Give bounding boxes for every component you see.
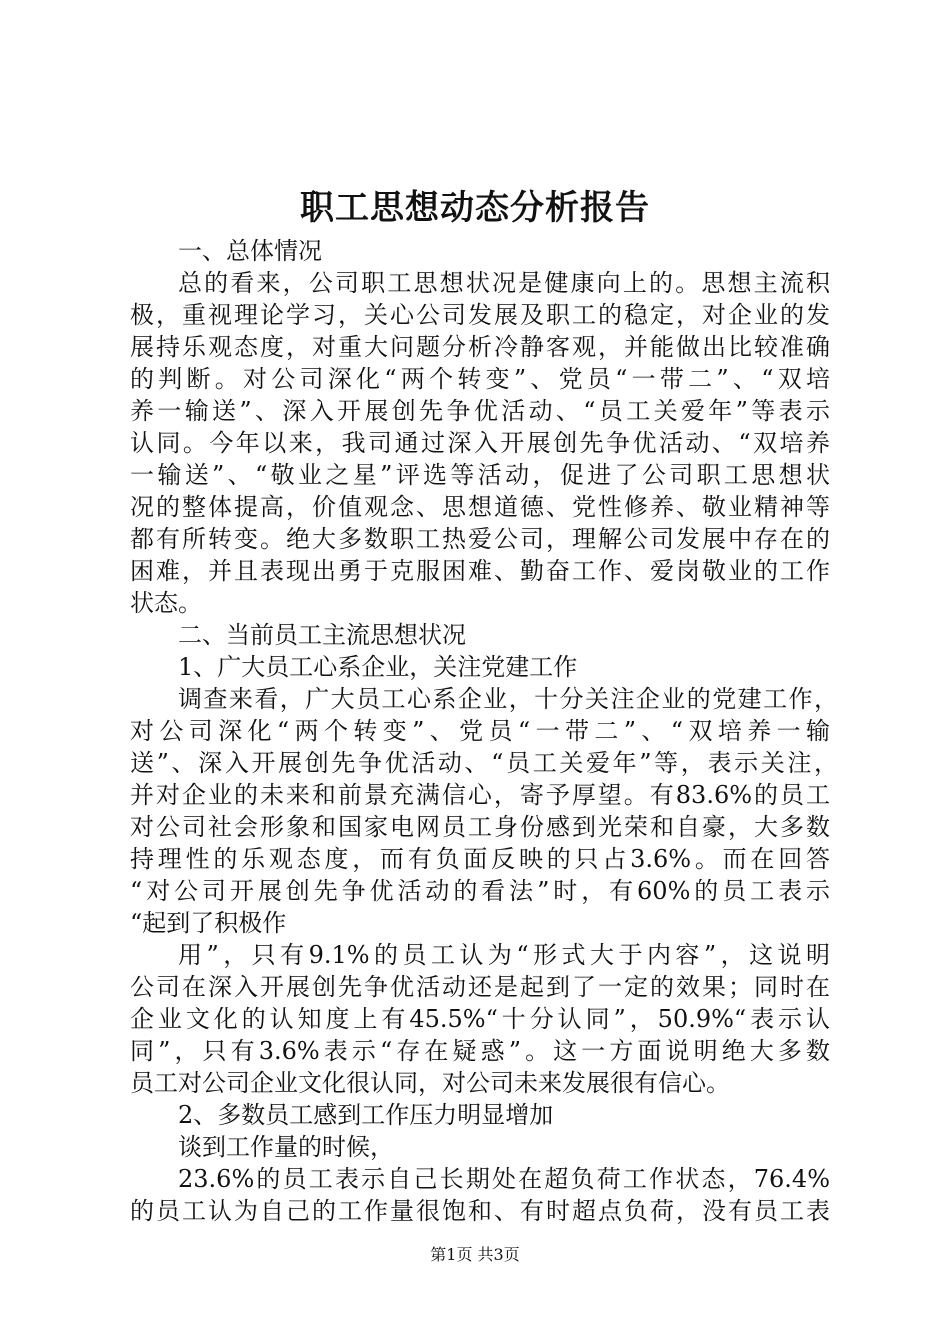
document-title: 职工思想动态分析报告 (300, 188, 650, 228)
paragraph-line: 调查来看，广大员工心系企业，十分关注企业的党建工作， (178, 685, 838, 713)
paragraph-line: 对公司社会形象和国家电网员工身份感到光荣和自豪，大多数 (130, 813, 830, 841)
section-heading: 一、总体情况 (178, 237, 322, 265)
paragraph-line: 员工对公司企业文化很认同，对公司未来发展很有信心。 (130, 1069, 730, 1097)
paragraph-line: 况的整体提高，价值观念、思想道德、党性修养、敬业精神等 (130, 493, 830, 521)
paragraph-line: “对公司开展创先争优活动的看法”时，有60%的员工表示 (130, 877, 830, 905)
paragraph-line: “起到了积极作 (130, 909, 287, 937)
paragraph-line: 23.6%的员工表示自己长期处在超负荷工作状态，76.4% (178, 1165, 830, 1193)
paragraph-line: 的判断。对公司深化“两个转变”、党员“一带二”、“双培 (130, 365, 830, 393)
paragraph-line: 困难，并且表现出勇于克服困难、勤奋工作、爱岗敬业的工作 (130, 557, 830, 585)
paragraph-line: 都有所转变。绝大多数职工热爱公司，理解公司发展中存在的 (130, 525, 830, 553)
paragraph-line: 谈到工作量的时候， (178, 1133, 394, 1161)
paragraph-line: 企业文化的认知度上有45.5%“十分认同”，50.9%“表示认 (130, 1005, 830, 1033)
subsection-heading: 1、广大员工心系企业，关注党建工作 (178, 653, 578, 681)
paragraph-line: 极，重视理论学习，关心公司发展及职工的稳定，对企业的发 (130, 301, 830, 329)
paragraph-line: 的员工认为自己的工作量很饱和、有时超点负荷，没有员工表 (130, 1197, 830, 1225)
paragraph-line: 展持乐观态度，对重大问题分析冷静客观，并能做出比较准确 (130, 333, 830, 361)
paragraph-line: 同”，只有3.6%表示“存在疑惑”。这一方面说明绝大多数 (130, 1037, 830, 1065)
paragraph-line: 状态。 (130, 589, 202, 617)
subsection-heading: 2、多数员工感到工作压力明显增加 (178, 1101, 554, 1129)
paragraph-line: 认同。今年以来，我司通过深入开展创先争优活动、“双培养 (130, 429, 830, 457)
paragraph-line: 持理性的乐观态度，而有负面反映的只占3.6%。而在回答 (130, 845, 830, 873)
paragraph-line: 对公司深化“两个转变”、党员“一带二”、“双培养一输 (130, 717, 830, 745)
paragraph-line: 公司在深入开展创先争优活动还是起到了一定的效果；同时在 (130, 973, 830, 1001)
paragraph-line: 养一输送”、深入开展创先争优活动、“员工关爱年”等表示 (130, 397, 830, 425)
paragraph-line: 一输送”、“敬业之星”评选等活动，促进了公司职工思想状 (130, 461, 830, 489)
page-number-footer: 第1页 共3页 (430, 1245, 520, 1264)
paragraph-line: 用”，只有9.1%的员工认为“形式大于内容”，这说明 (178, 941, 830, 969)
paragraph-line: 总的看来，公司职工思想状况是健康向上的。思想主流积 (178, 269, 830, 297)
paragraph-line: 送”、深入开展创先争优活动、“员工关爱年”等，表示关注， (130, 749, 838, 777)
paragraph-line: 并对企业的未来和前景充满信心，寄予厚望。有83.6%的员工 (130, 781, 830, 809)
section-heading: 二、当前员工主流思想状况 (178, 621, 466, 649)
